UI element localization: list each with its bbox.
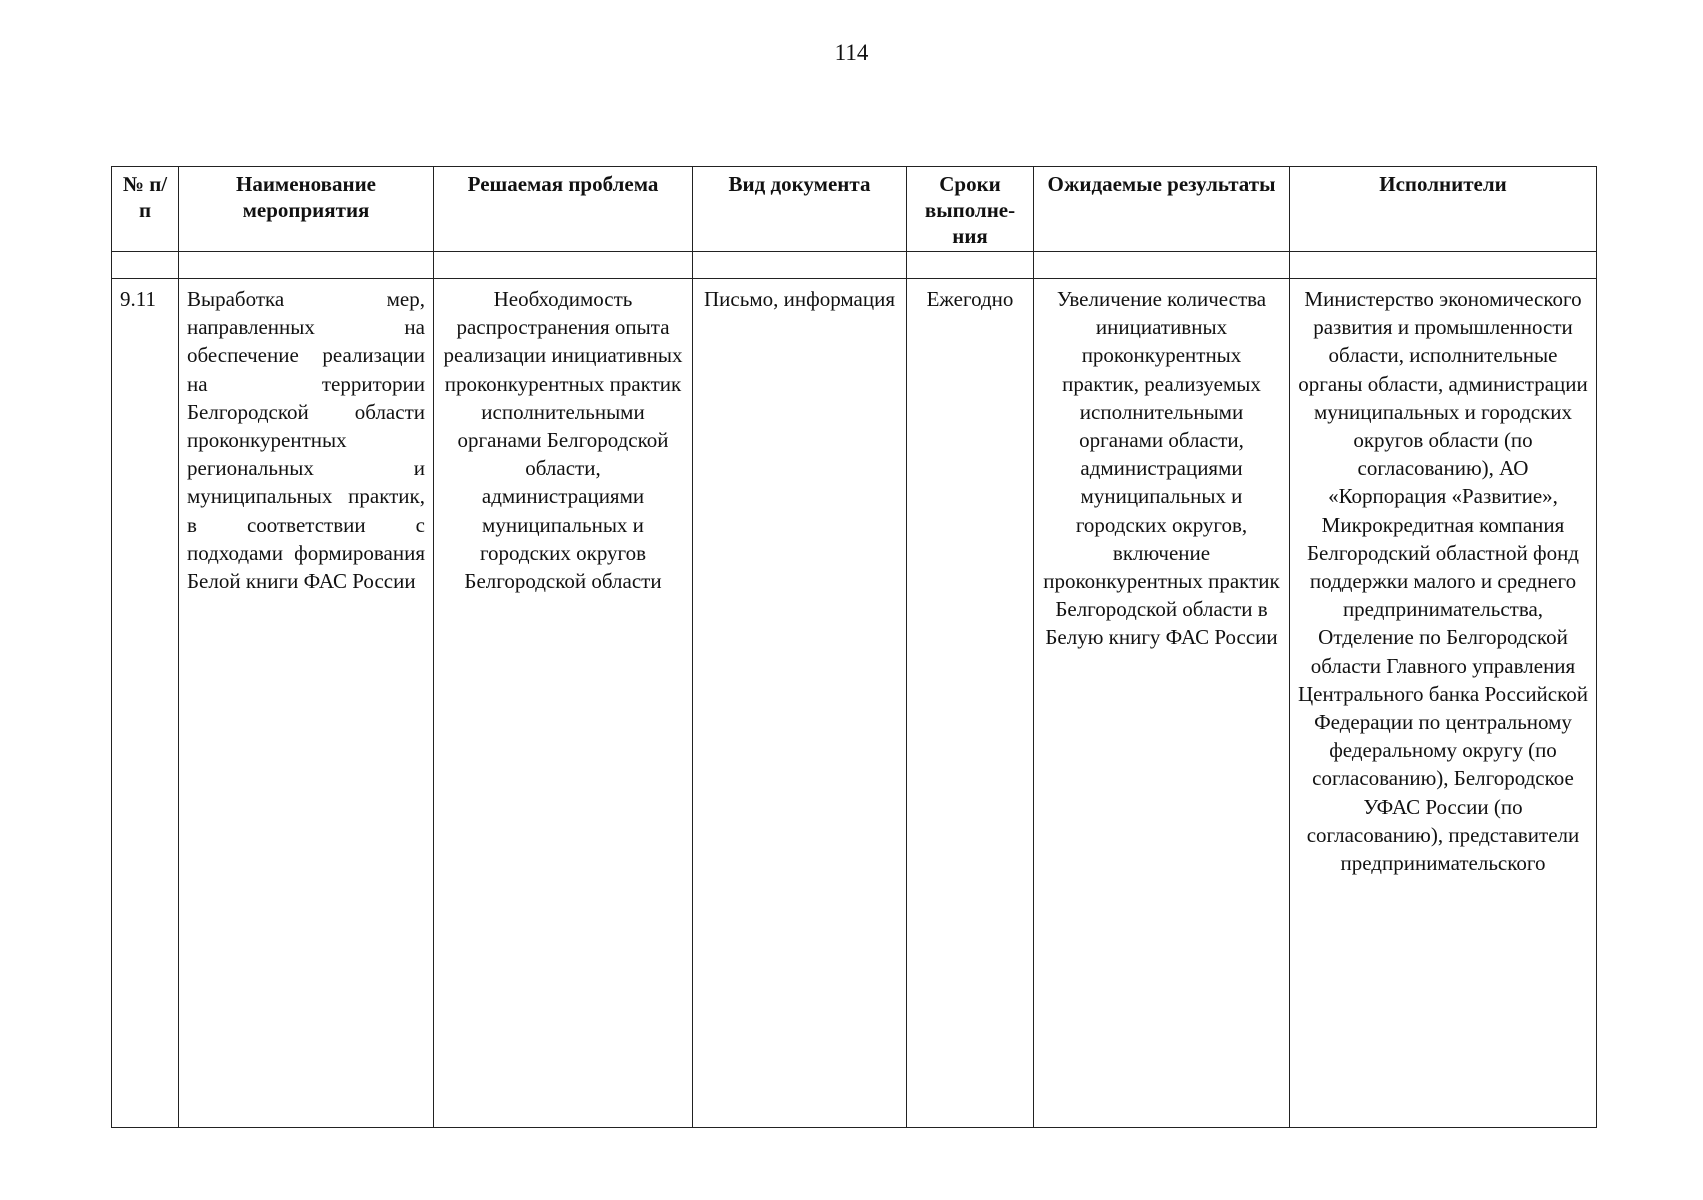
spacer-cell [1034,252,1290,279]
spacer-cell [179,252,434,279]
header-problem: Решаемая проблема [434,167,693,252]
cell-executors: Министерство экономического развития и промышленности области, исполнительные органы области, администрации муниципальных и городских округов области (по согласованию), АО «Корпорация «Развитие», Микрокредитная компания Белгородский областной фонд поддержки малого и среднего предпринимательства, Отделение по Белгородской области Главного управления Центрального банка Российской Федерации по центральному федеральному округу (по согласованию), Белгородское УФАС России (по согласованию), представители предпринимательского [1290,279,1597,1128]
spacer-cell [907,252,1034,279]
table-row [112,279,1597,1128]
cell-results: Увеличение количества инициативных проконкурентных практик, реализуемых исполнительными органами области, администрациями муниципальных и городских округов, включение проконкурентных практик Белгородской области в Белую книгу ФАС России [1034,279,1290,1128]
table-header-row [112,167,1597,252]
spacer-cell [434,252,693,279]
header-results: Ожидаемые результаты [1034,167,1290,252]
header-name: Наименование мероприятия [179,167,434,252]
cell-deadline: Ежегодно [907,279,1034,1128]
spacer-cell [1290,252,1597,279]
header-deadline: Сроки выполне-ния [907,167,1034,252]
header-num: № п/п [112,167,179,252]
cell-doc-type: Письмо, информация [693,279,907,1128]
cell-problem: Необходимость распространения опыта реализации инициативных проконкурентных практик исполнительными органами Белгородской области, администрациями муниципальных и городских округов Белгородской области [434,279,693,1128]
spacer-row [112,252,1597,279]
measures-table [111,166,1597,1128]
spacer-cell [112,252,179,279]
page-number: 114 [834,40,869,65]
header-executors: Исполнители [1290,167,1597,252]
spacer-cell [693,252,907,279]
header-doc-type: Вид документа [693,167,907,252]
cell-num: 9.11 [112,279,179,1128]
cell-name: Выработка мер, направленных на обеспечение реализации на территории Белгородской области проконкурентных региональных и муниципальных практик, в соответствии с подходами формирования Белой книги ФАС России [179,279,434,1128]
